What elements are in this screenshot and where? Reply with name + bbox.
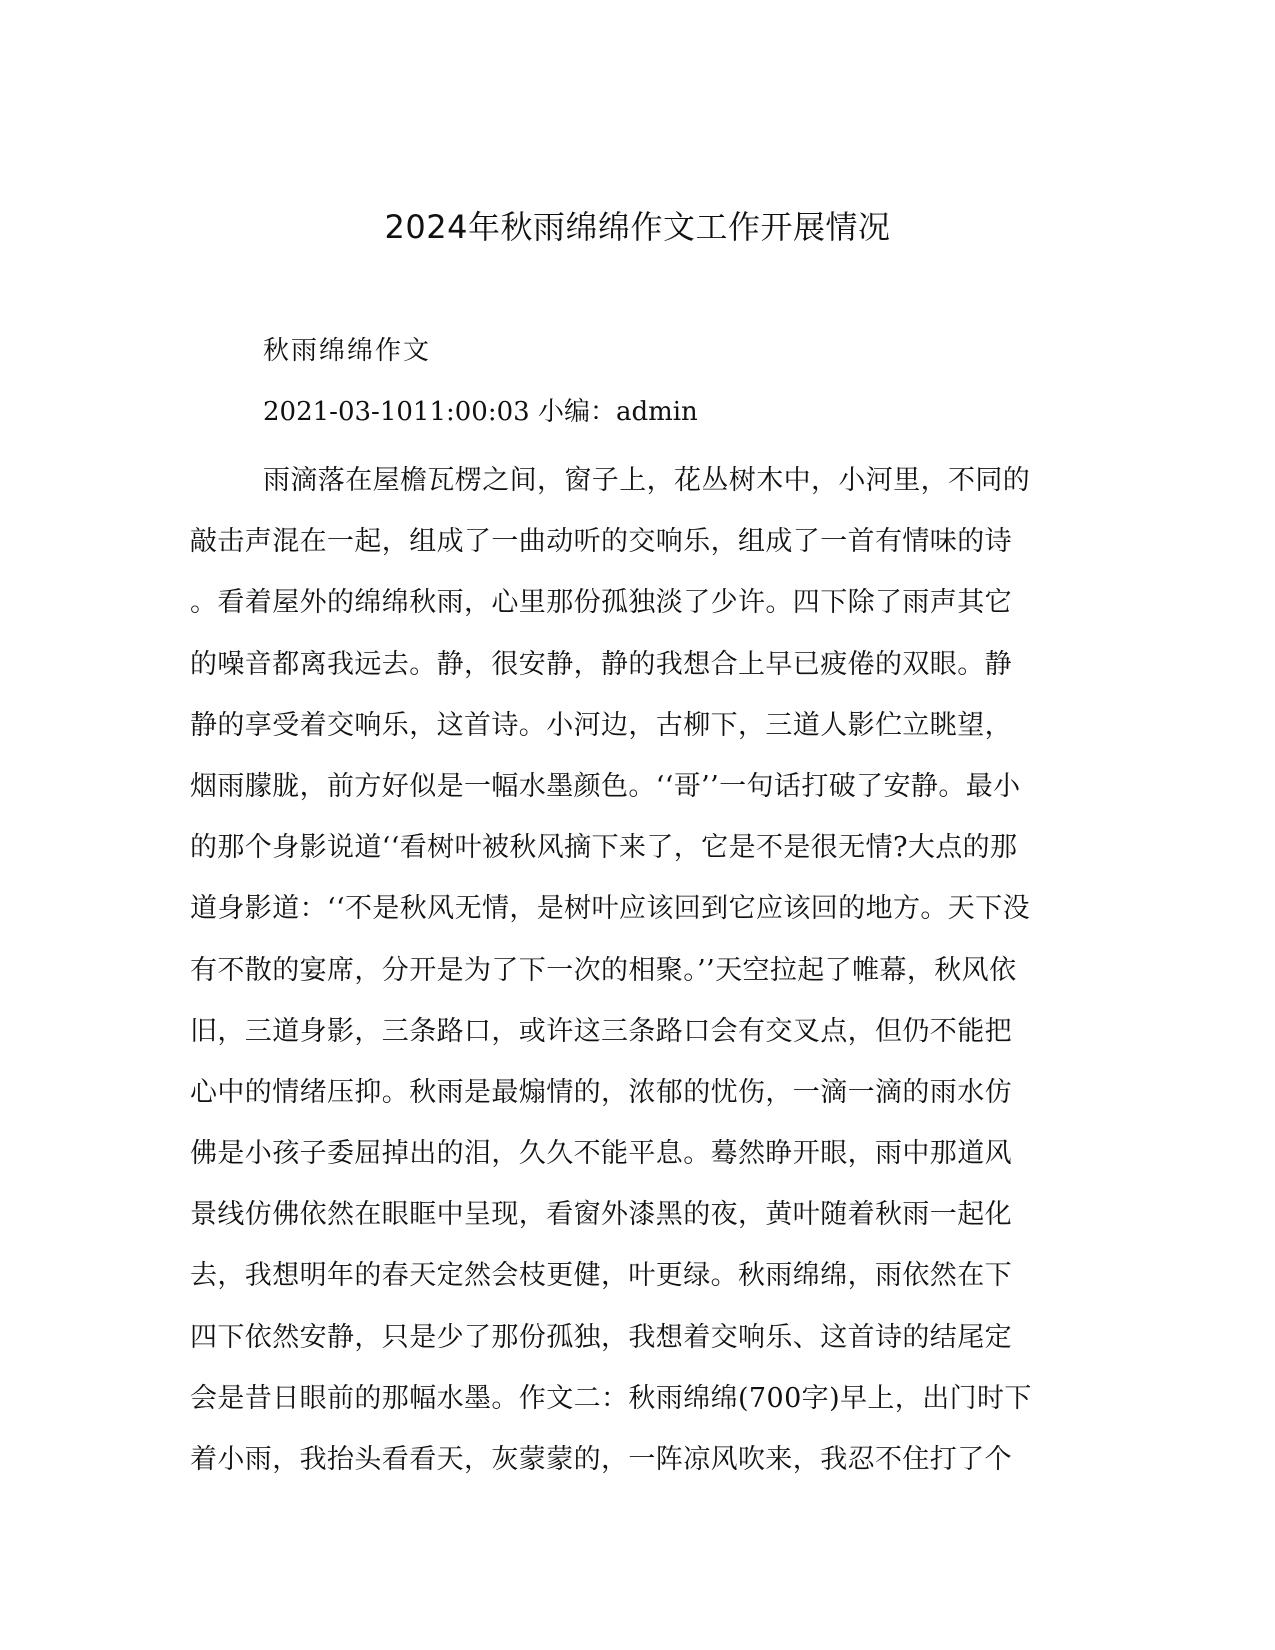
body-line: 烟雨朦胧，前方好似是一幅水墨颜色。‘‘哥’’一句话打破了安静。最小: [190, 770, 1021, 802]
document-title: 2024年秋雨绵绵作文工作开展情况: [384, 208, 891, 246]
body-line: 佛是小孩子委屈掉出的泪，久久不能平息。蓦然睁开眼，雨中那道风: [190, 1138, 1012, 1170]
body-line: 有不散的宴席，分开是为了下一次的相聚。’’天空拉起了帷幕，秋风依: [190, 954, 1017, 986]
essay-body: [190, 450, 1090, 1490]
body-line: 的那个身影说道‘‘看树叶被秋风摘下来了，它是不是很无情?大点的那: [190, 832, 1018, 864]
body-line: 着小雨，我抬头看看天，灰蒙蒙的，一阵凉风吹来，我忍不住打了个: [190, 1444, 1012, 1475]
body-line: 。看着屋外的绵绵秋雨，心里那份孤独淡了少许。四下除了雨声其它: [190, 587, 1012, 619]
body-line: 四下依然安静，只是少了那份孤独，我想着交响乐、这首诗的结尾定: [190, 1321, 1012, 1353]
body-line: 景线仿佛依然在眼眶中呈现，看窗外漆黑的夜，黄叶随着秋雨一起化: [190, 1199, 1012, 1231]
body-line: 会是昔日眼前的那幅水墨。作文二：秋雨绵绵(700字)早上，出门时下: [190, 1382, 1032, 1414]
post-meta: 2021-03-1011:00:03 小编：admin: [263, 397, 698, 427]
body-line: 敲击声混在一起，组成了一曲动听的交响乐，组成了一首有情味的诗: [190, 526, 1012, 558]
body-line: 道身影道：‘‘不是秋风无情，是树叶应该回到它应该回的地方。天下没: [190, 893, 1030, 925]
body-line: 心中的情绪压抑。秋雨是最煽情的，浓郁的忧伤，一滴一滴的雨水仿: [190, 1076, 1012, 1108]
body-line: 的噪音都离我远去。静，很安静，静的我想合上早已疲倦的双眼。静: [190, 648, 1012, 680]
body-line: 去，我想明年的春天定然会枝更健，叶更绿。秋雨绵绵，雨依然在下: [190, 1260, 1012, 1292]
body-line: 静的享受着交响乐，这首诗。小河边，古柳下，三道人影伫立眺望，: [190, 709, 1012, 741]
body-line: 雨滴落在屋檐瓦楞之间，窗子上，花丛树木中，小河里，不同的: [263, 465, 1031, 496]
essay-heading: 秋雨绵绵作文: [263, 336, 432, 366]
body-line: 旧，三道身影，三条路口，或许这三条路口会有交叉点，但仍不能把: [190, 1015, 1012, 1047]
